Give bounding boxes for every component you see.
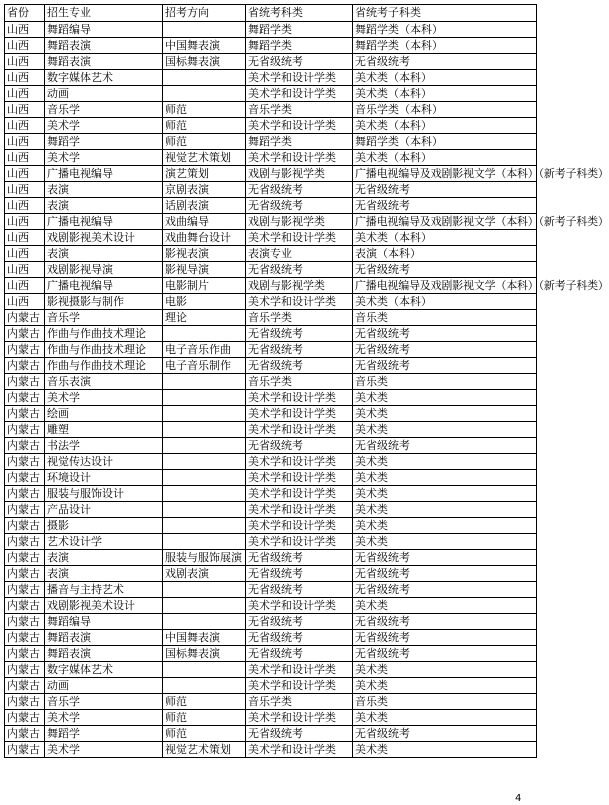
table-row [5, 22, 537, 38]
cell-direction [163, 422, 246, 438]
cell-direction [163, 678, 246, 694]
cell-direction: 师范 [163, 694, 246, 710]
cell-direction: 演艺策划 [163, 166, 246, 182]
table-row [5, 118, 537, 134]
cell-exam-subcategory: 无省级统考 [353, 566, 537, 582]
cell-exam-category: 美术学和设计学类 [246, 742, 353, 758]
cell-province: 内蒙古 [5, 422, 45, 438]
cell-major: 舞蹈编导 [45, 614, 163, 630]
cell-direction: 戏剧表演 [163, 566, 246, 582]
cell-exam-category: 戏剧与影视学类 [246, 166, 353, 182]
cell-exam-subcategory: 舞蹈学类（本科） [353, 38, 537, 54]
table-row [5, 694, 537, 710]
cell-exam-category: 无省级统考 [246, 646, 353, 662]
cell-direction [163, 502, 246, 518]
table-row [5, 198, 537, 214]
table-row [5, 86, 537, 102]
cell-major: 绘画 [45, 406, 163, 422]
cell-exam-category: 美术学和设计学类 [246, 470, 353, 486]
cell-exam-category: 舞蹈学类 [246, 38, 353, 54]
cell-exam-subcategory: 无省级统考 [353, 358, 537, 374]
cell-exam-category: 美术学和设计学类 [246, 406, 353, 422]
cell-direction [163, 454, 246, 470]
cell-direction [163, 582, 246, 598]
cell-exam-category: 无省级统考 [246, 358, 353, 374]
cell-exam-subcategory: 舞蹈学类（本科） [353, 22, 537, 38]
cell-major: 美术学 [45, 150, 163, 166]
cell-direction: 话剧表演 [163, 198, 246, 214]
cell-exam-category: 无省级统考 [246, 582, 353, 598]
table-row [5, 566, 537, 582]
cell-major: 作曲与作曲技术理论 [45, 358, 163, 374]
cell-major: 艺术设计学 [45, 534, 163, 550]
cell-exam-category: 美术学和设计学类 [246, 678, 353, 694]
table-row [5, 278, 537, 294]
cell-exam-subcategory: 舞蹈学类（本科） [353, 134, 537, 150]
table-row [5, 134, 537, 150]
cell-exam-category: 无省级统考 [246, 326, 353, 342]
table-row [5, 438, 537, 454]
cell-direction: 国标舞表演 [163, 54, 246, 70]
cell-province: 山西 [5, 278, 45, 294]
cell-exam-subcategory: 美术类 [353, 662, 537, 678]
table-row [5, 406, 537, 422]
cell-province: 山西 [5, 54, 45, 70]
cell-province: 山西 [5, 38, 45, 54]
cell-province: 山西 [5, 182, 45, 198]
cell-province: 内蒙古 [5, 454, 45, 470]
table-row [5, 486, 537, 502]
cell-exam-subcategory: 美术类（本科） [353, 118, 537, 134]
cell-province: 山西 [5, 230, 45, 246]
cell-direction: 京剧表演 [163, 182, 246, 198]
cell-direction [163, 534, 246, 550]
table-row [5, 230, 537, 246]
cell-province: 山西 [5, 70, 45, 86]
table-row [5, 518, 537, 534]
cell-province: 内蒙古 [5, 614, 45, 630]
cell-major: 广播电视编导 [45, 278, 163, 294]
cell-province: 内蒙古 [5, 582, 45, 598]
header-row [5, 5, 537, 22]
cell-exam-subcategory: 广播电视编导及戏剧影视文学（本科）（新考子科类） [353, 214, 537, 230]
cell-exam-category: 美术学和设计学类 [246, 86, 353, 102]
table-row [5, 342, 537, 358]
cell-exam-category: 无省级统考 [246, 262, 353, 278]
cell-direction: 师范 [163, 118, 246, 134]
cell-province: 山西 [5, 86, 45, 102]
cell-exam-subcategory: 表演（本科） [353, 246, 537, 262]
cell-direction: 师范 [163, 102, 246, 118]
table-row [5, 246, 537, 262]
cell-exam-category: 戏剧与影视学类 [246, 214, 353, 230]
cell-major: 舞蹈学 [45, 134, 163, 150]
cell-direction [163, 86, 246, 102]
document-page [4, 4, 609, 804]
cell-exam-subcategory: 无省级统考 [353, 582, 537, 598]
table-body [5, 22, 609, 758]
cell-direction [163, 22, 246, 38]
cell-province: 内蒙古 [5, 518, 45, 534]
cell-exam-subcategory: 无省级统考 [353, 550, 537, 566]
table-row [5, 374, 537, 390]
cell-exam-subcategory: 音乐类 [353, 310, 537, 326]
cell-major: 舞蹈编导 [45, 22, 163, 38]
cell-exam-category: 音乐学类 [246, 694, 353, 710]
table-row [5, 630, 537, 646]
table-row [5, 390, 537, 406]
cell-exam-category: 美术学和设计学类 [246, 486, 353, 502]
cell-major: 戏剧影视美术设计 [45, 230, 163, 246]
cell-exam-category: 无省级统考 [246, 630, 353, 646]
table-row [5, 310, 537, 326]
cell-major: 舞蹈表演 [45, 630, 163, 646]
cell-direction [163, 374, 246, 390]
cell-exam-category: 美术学和设计学类 [246, 422, 353, 438]
cell-province: 山西 [5, 118, 45, 134]
cell-exam-category: 表演专业 [246, 246, 353, 262]
cell-province: 内蒙古 [5, 310, 45, 326]
cell-major: 动画 [45, 86, 163, 102]
cell-major: 美术学 [45, 390, 163, 406]
table-row [5, 102, 537, 118]
column-header-exam-category: 省统考科类 [246, 5, 353, 22]
cell-major: 表演 [45, 550, 163, 566]
cell-direction: 戏曲编导 [163, 214, 246, 230]
cell-exam-subcategory: 无省级统考 [353, 54, 537, 70]
table-row [5, 358, 537, 374]
cell-province: 山西 [5, 166, 45, 182]
table-row [5, 182, 537, 198]
cell-province: 山西 [5, 22, 45, 38]
cell-direction: 电子音乐作曲 [163, 342, 246, 358]
cell-major: 环境设计 [45, 470, 163, 486]
table-row [5, 166, 537, 182]
column-header-direction: 招考方向 [163, 5, 246, 22]
cell-exam-subcategory: 美术类 [353, 470, 537, 486]
table-row [5, 262, 537, 278]
cell-exam-category: 美术学和设计学类 [246, 662, 353, 678]
table-row [5, 710, 537, 726]
cell-exam-subcategory: 美术类（本科） [353, 230, 537, 246]
cell-direction: 视觉艺术策划 [163, 742, 246, 758]
cell-major: 音乐表演 [45, 374, 163, 390]
cell-exam-category: 无省级统考 [246, 198, 353, 214]
cell-exam-subcategory: 美术类（本科） [353, 294, 537, 310]
cell-exam-subcategory: 无省级统考 [353, 646, 537, 662]
cell-province: 内蒙古 [5, 534, 45, 550]
cell-province: 内蒙古 [5, 550, 45, 566]
cell-exam-category: 无省级统考 [246, 550, 353, 566]
cell-province: 内蒙古 [5, 678, 45, 694]
cell-province: 内蒙古 [5, 326, 45, 342]
cell-exam-subcategory: 无省级统考 [353, 182, 537, 198]
cell-exam-subcategory: 美术类 [353, 502, 537, 518]
cell-direction [163, 486, 246, 502]
cell-province: 内蒙古 [5, 694, 45, 710]
table-row [5, 422, 537, 438]
table-row [5, 214, 537, 230]
cell-exam-category: 戏剧与影视学类 [246, 278, 353, 294]
cell-major: 戏剧影视导演 [45, 262, 163, 278]
cell-major: 舞蹈学 [45, 726, 163, 742]
cell-province: 内蒙古 [5, 390, 45, 406]
cell-major: 产品设计 [45, 502, 163, 518]
cell-exam-category: 美术学和设计学类 [246, 534, 353, 550]
cell-major: 美术学 [45, 742, 163, 758]
page-number: 4 [515, 793, 522, 804]
cell-direction [163, 406, 246, 422]
table-row [5, 534, 537, 550]
cell-major: 音乐学 [45, 310, 163, 326]
cell-direction: 中国舞表演 [163, 38, 246, 54]
cell-direction [163, 598, 246, 614]
table-row [5, 70, 537, 86]
cell-exam-category: 美术学和设计学类 [246, 598, 353, 614]
cell-exam-subcategory: 无省级统考 [353, 726, 537, 742]
cell-direction [163, 70, 246, 86]
cell-direction [163, 438, 246, 454]
cell-exam-category: 美术学和设计学类 [246, 150, 353, 166]
table-row [5, 54, 537, 70]
cell-major: 数字媒体艺术 [45, 662, 163, 678]
cell-major: 雕塑 [45, 422, 163, 438]
cell-direction: 戏曲舞台设计 [163, 230, 246, 246]
cell-exam-subcategory: 无省级统考 [353, 342, 537, 358]
column-header-exam-subcategory: 省统考子科类 [353, 5, 537, 22]
cell-province: 内蒙古 [5, 406, 45, 422]
cell-exam-subcategory: 无省级统考 [353, 198, 537, 214]
cell-exam-subcategory: 广播电视编导及戏剧影视文学（本科）（新考子科类） [353, 166, 537, 182]
cell-exam-category: 音乐学类 [246, 374, 353, 390]
cell-exam-category: 美术学和设计学类 [246, 518, 353, 534]
cell-exam-category: 美术学和设计学类 [246, 502, 353, 518]
cell-direction: 电影 [163, 294, 246, 310]
cell-exam-category: 音乐学类 [246, 102, 353, 118]
cell-direction: 中国舞表演 [163, 630, 246, 646]
cell-exam-category: 无省级统考 [246, 54, 353, 70]
cell-exam-subcategory: 美术类 [353, 742, 537, 758]
cell-province: 内蒙古 [5, 566, 45, 582]
cell-exam-category: 美术学和设计学类 [246, 454, 353, 470]
cell-major: 动画 [45, 678, 163, 694]
table-row [5, 470, 537, 486]
cell-direction: 师范 [163, 710, 246, 726]
table-row [5, 614, 537, 630]
cell-exam-category: 无省级统考 [246, 726, 353, 742]
table-row [5, 150, 537, 166]
cell-province: 内蒙古 [5, 486, 45, 502]
table-row [5, 294, 537, 310]
column-header-major: 招生专业 [45, 5, 163, 22]
cell-major: 作曲与作曲技术理论 [45, 342, 163, 358]
cell-exam-subcategory: 美术类 [353, 486, 537, 502]
cell-province: 内蒙古 [5, 598, 45, 614]
table-header [5, 5, 537, 22]
cell-major: 表演 [45, 246, 163, 262]
cell-exam-category: 无省级统考 [246, 614, 353, 630]
cell-major: 表演 [45, 182, 163, 198]
cell-exam-subcategory: 无省级统考 [353, 630, 537, 646]
cell-exam-subcategory: 美术类（本科） [353, 86, 537, 102]
cell-exam-subcategory: 美术类 [353, 598, 537, 614]
cell-exam-subcategory: 美术类 [353, 534, 537, 550]
cell-exam-category: 舞蹈学类 [246, 134, 353, 150]
cell-exam-subcategory: 无省级统考 [353, 262, 537, 278]
cell-province: 内蒙古 [5, 710, 45, 726]
cell-major: 影视摄影与制作 [45, 294, 163, 310]
cell-province: 内蒙古 [5, 358, 45, 374]
cell-direction: 国标舞表演 [163, 646, 246, 662]
cell-direction: 视觉艺术策划 [163, 150, 246, 166]
cell-exam-category: 美术学和设计学类 [246, 118, 353, 134]
cell-province: 内蒙古 [5, 342, 45, 358]
table-row [5, 678, 537, 694]
cell-major: 广播电视编导 [45, 214, 163, 230]
cell-exam-subcategory: 音乐类 [353, 374, 537, 390]
cell-direction [163, 614, 246, 630]
cell-exam-subcategory: 美术类（本科） [353, 150, 537, 166]
cell-major: 表演 [45, 566, 163, 582]
cell-province: 山西 [5, 294, 45, 310]
cell-direction [163, 518, 246, 534]
cell-direction: 影视表演 [163, 246, 246, 262]
cell-major: 视觉传达设计 [45, 454, 163, 470]
column-header-province: 省份 [5, 5, 45, 22]
cell-exam-category: 无省级统考 [246, 182, 353, 198]
cell-major: 舞蹈表演 [45, 38, 163, 54]
table-row [5, 326, 537, 342]
cell-exam-category: 美术学和设计学类 [246, 230, 353, 246]
cell-province: 山西 [5, 198, 45, 214]
cell-exam-category: 无省级统考 [246, 342, 353, 358]
cell-major: 摄影 [45, 518, 163, 534]
cell-exam-subcategory: 音乐类 [353, 694, 537, 710]
cell-exam-subcategory: 美术类 [353, 390, 537, 406]
cell-major: 表演 [45, 198, 163, 214]
cell-province: 山西 [5, 214, 45, 230]
cell-exam-subcategory: 美术类 [353, 406, 537, 422]
cell-province: 内蒙古 [5, 662, 45, 678]
cell-exam-category: 美术学和设计学类 [246, 390, 353, 406]
cell-major: 舞蹈表演 [45, 646, 163, 662]
cell-major: 播音与主持艺术 [45, 582, 163, 598]
cell-exam-subcategory: 美术类 [353, 422, 537, 438]
cell-exam-subcategory: 美术类（本科） [353, 70, 537, 86]
table-row [5, 742, 537, 758]
cell-direction: 师范 [163, 726, 246, 742]
cell-exam-category: 美术学和设计学类 [246, 710, 353, 726]
cell-direction [163, 662, 246, 678]
table-row [5, 38, 537, 54]
cell-direction: 电子音乐制作 [163, 358, 246, 374]
cell-exam-category: 美术学和设计学类 [246, 294, 353, 310]
cell-major: 数字媒体艺术 [45, 70, 163, 86]
cell-province: 内蒙古 [5, 742, 45, 758]
cell-major: 广播电视编导 [45, 166, 163, 182]
cell-major: 美术学 [45, 710, 163, 726]
cell-province: 内蒙古 [5, 646, 45, 662]
cell-direction: 电影制片 [163, 278, 246, 294]
cell-major: 美术学 [45, 118, 163, 134]
cell-exam-subcategory: 无省级统考 [353, 326, 537, 342]
cell-province: 山西 [5, 150, 45, 166]
cell-exam-subcategory: 广播电视编导及戏剧影视文学（本科）（新考子科类） [353, 278, 537, 294]
cell-direction: 理论 [163, 310, 246, 326]
table-row [5, 454, 537, 470]
cell-province: 内蒙古 [5, 374, 45, 390]
cell-direction [163, 390, 246, 406]
cell-direction: 师范 [163, 134, 246, 150]
table-row [5, 582, 537, 598]
cell-province: 内蒙古 [5, 726, 45, 742]
cell-province: 内蒙古 [5, 502, 45, 518]
cell-exam-category: 音乐学类 [246, 310, 353, 326]
cell-exam-subcategory: 无省级统考 [353, 614, 537, 630]
cell-exam-subcategory: 美术类 [353, 678, 537, 694]
cell-major: 舞蹈表演 [45, 54, 163, 70]
cell-major: 戏剧影视美术设计 [45, 598, 163, 614]
cell-direction: 服装与服饰展演 [163, 550, 246, 566]
cell-exam-subcategory: 美术类 [353, 518, 537, 534]
cell-exam-category: 美术学和设计学类 [246, 70, 353, 86]
cell-exam-subcategory: 美术类 [353, 710, 537, 726]
cell-major: 书法学 [45, 438, 163, 454]
cell-province: 内蒙古 [5, 470, 45, 486]
cell-major: 音乐学 [45, 102, 163, 118]
cell-exam-subcategory: 无省级统考 [353, 438, 537, 454]
table-row [5, 726, 537, 742]
cell-province: 内蒙古 [5, 630, 45, 646]
cell-major: 作曲与作曲技术理论 [45, 326, 163, 342]
table-row [5, 646, 537, 662]
table-row [5, 662, 537, 678]
cell-exam-subcategory: 美术类 [353, 454, 537, 470]
cell-exam-category: 无省级统考 [246, 438, 353, 454]
admissions-table [4, 4, 609, 758]
table-row [5, 502, 537, 518]
cell-exam-subcategory: 音乐学类（本科） [353, 102, 537, 118]
cell-province: 山西 [5, 102, 45, 118]
table-row [5, 550, 537, 566]
cell-direction: 影视导演 [163, 262, 246, 278]
cell-province: 山西 [5, 246, 45, 262]
cell-direction [163, 326, 246, 342]
cell-direction [163, 470, 246, 486]
cell-exam-category: 无省级统考 [246, 566, 353, 582]
cell-exam-category: 舞蹈学类 [246, 22, 353, 38]
cell-province: 山西 [5, 262, 45, 278]
table-row [5, 598, 537, 614]
cell-province: 内蒙古 [5, 438, 45, 454]
cell-province: 山西 [5, 134, 45, 150]
cell-major: 音乐学 [45, 694, 163, 710]
cell-major: 服装与服饰设计 [45, 486, 163, 502]
